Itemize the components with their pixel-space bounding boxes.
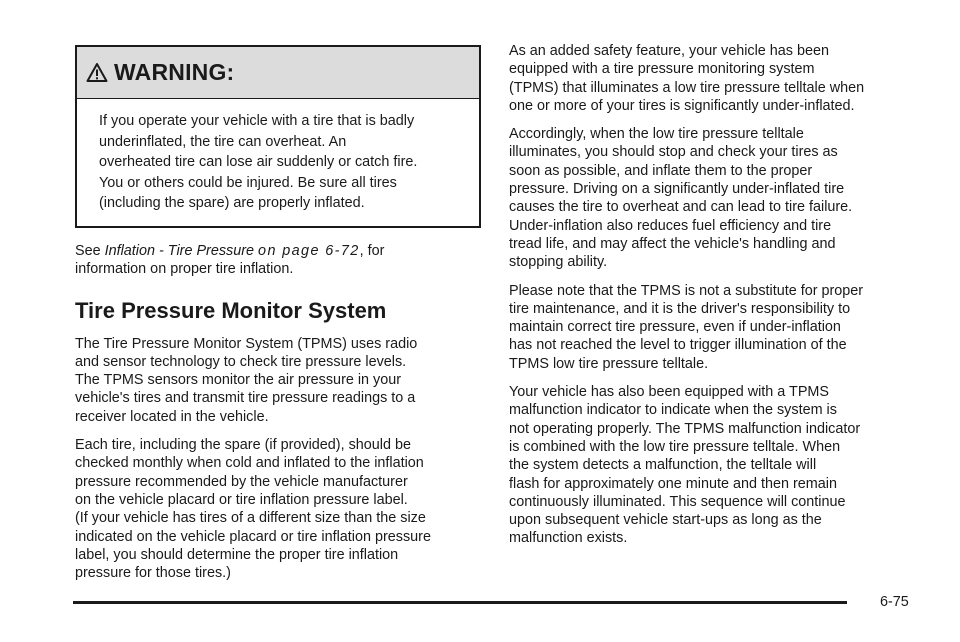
- see-line2: information on proper tire inflation.: [75, 261, 294, 278]
- warning-line: underinflated, the tire can overheat. An: [99, 133, 347, 150]
- text-line: tire maintenance, and it is the driver's responsibility to: [509, 300, 851, 317]
- text-line: receiver located in the vehicle.: [75, 408, 269, 425]
- text-line: malfunction exists.: [509, 530, 628, 547]
- warning-line: overheated tire can lose air suddenly or catch fire.: [99, 154, 418, 171]
- text-line: pressure recommended by the vehicle manufacturer: [75, 473, 408, 490]
- text-line: The TPMS sensors monitor the air pressure in your: [75, 372, 402, 389]
- text-line: equipped with a tire pressure monitoring system: [509, 61, 815, 78]
- paragraph: [509, 125, 913, 271]
- warning-triangle-icon: [86, 62, 108, 83]
- text-line: has not reached the level to trigger illumination of the: [509, 337, 847, 354]
- text-line: pressure for those tires.): [75, 565, 231, 582]
- warning-title: WARNING:: [114, 59, 235, 85]
- paragraph: [75, 436, 481, 582]
- text-line: Under-inflation also reduces fuel efficiency and tire: [509, 217, 832, 234]
- right-column: [509, 42, 913, 548]
- text-line: causes the tire to overheat and can lead to tire failure.: [509, 199, 853, 216]
- warning-box: [75, 45, 481, 228]
- text-line: pressure. Driving on a significantly under-inflated tire: [509, 181, 845, 198]
- text-line: stopping ability.: [509, 254, 608, 271]
- text-line: indicated on the vehicle placard or tire inflation pressure: [75, 528, 431, 545]
- text-line: on the vehicle placard or tire inflation pressure label.: [75, 491, 408, 508]
- text-line: vehicle's tires and transmit tire pressure readings to a: [75, 390, 416, 407]
- text-line: The Tire Pressure Monitor System (TPMS) uses radio: [75, 335, 418, 352]
- see-prefix: See: [75, 242, 105, 259]
- text-line: checked monthly when cold and inflated to the inflation: [75, 455, 424, 472]
- text-line: label, you should determine the proper tire inflation: [75, 546, 399, 563]
- text-line: upon subsequent vehicle start-ups as long as the: [509, 512, 822, 529]
- see-reference: [75, 242, 481, 279]
- warning-body: [77, 99, 479, 226]
- text-line: the system detects a malfunction, the telltale will: [509, 457, 817, 474]
- page-number: 6-75: [880, 594, 909, 610]
- text-line: flash for approximately one minute and then remain: [509, 475, 837, 492]
- text-line: is combined with the low tire pressure telltale. When: [509, 438, 841, 455]
- text-line: and sensor technology to check tire pressure levels.: [75, 353, 407, 370]
- warning-line: (including the spare) are properly inflated.: [99, 195, 365, 212]
- paragraph: [75, 335, 481, 426]
- text-line: one or more of your tires is significantly under-inflated.: [509, 97, 855, 114]
- text-line: (TPMS) that illuminates a low tire pressure telltale when: [509, 79, 865, 96]
- text-line: Your vehicle has also been equipped with a TPMS: [509, 384, 830, 401]
- warning-line: You or others could be injured. Be sure all tires: [99, 174, 397, 191]
- warning-line: If you operate your vehicle with a tire that is badly: [99, 113, 415, 129]
- text-line: (If your vehicle has tires of a different size than the size: [75, 510, 426, 527]
- warning-header: [77, 47, 479, 99]
- text-line: illuminates, you should stop and check your tires as: [509, 144, 838, 161]
- paragraph: [509, 282, 913, 373]
- text-line: As an added safety feature, your vehicle has been: [509, 43, 830, 59]
- paragraph: [509, 383, 913, 548]
- text-line: continuously illuminated. This sequence will continue: [509, 493, 846, 510]
- text-line: maintain correct tire pressure, even if under-inflation: [509, 319, 841, 336]
- text-line: tread life, and may affect the vehicle's handling and: [509, 235, 836, 252]
- section-heading: Tire Pressure Monitor System: [75, 297, 387, 323]
- inflation-link[interactable]: Inflation - Tire Pressure: [104, 242, 255, 259]
- left-column: [75, 45, 481, 582]
- text-line: malfunction indicator to indicate when the system is: [509, 402, 837, 419]
- page-reference-link[interactable]: on page 6-72: [258, 242, 360, 259]
- paragraph: [509, 42, 913, 115]
- text-line: Accordingly, when the low tire pressure telltale: [509, 126, 804, 143]
- text-line: Please note that the TPMS is not a substitute for proper: [509, 282, 864, 299]
- see-suffix: , for: [359, 242, 385, 259]
- text-line: TPMS low tire pressure telltale.: [509, 355, 709, 372]
- text-line: not operating properly. The TPMS malfunction indicator: [509, 420, 861, 437]
- text-line: Each tire, including the spare (if provided), should be: [75, 437, 411, 454]
- footer-rule: [73, 601, 847, 604]
- text-line: soon as possible, and inflate them to the proper: [509, 162, 813, 179]
